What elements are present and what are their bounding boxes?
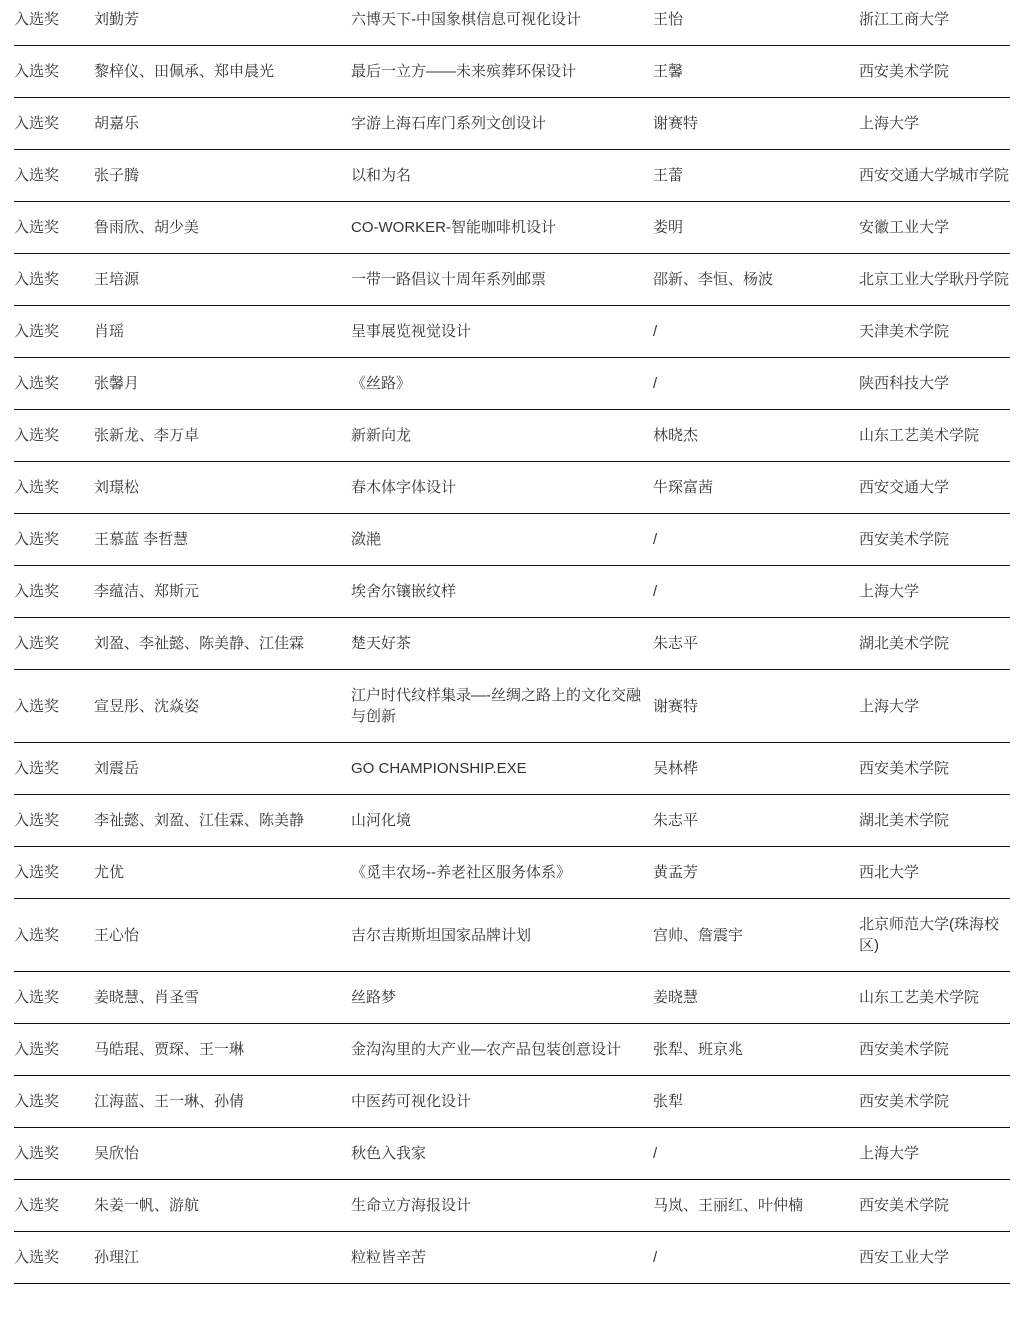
school-cell: 西安美术学院 — [859, 63, 950, 80]
table-row — [14, 462, 1010, 514]
advisor-cell: / — [653, 1249, 658, 1266]
table-row — [14, 46, 1010, 98]
advisor-cell: 姜晓慧 — [653, 989, 699, 1006]
work-title-cell: 六博天下-中国象棋信息可视化设计 — [351, 11, 581, 28]
authors-cell: 江海蓝、王一琳、孙倩 — [94, 1093, 245, 1110]
advisor-cell: 宫帅、詹震宇 — [653, 926, 744, 944]
school-cell: 天津美术学院 — [859, 323, 950, 340]
work-title-cell: 金沟沟里的大产业—农产品包装创意设计 — [351, 1041, 622, 1058]
authors-cell: 张子腾 — [94, 167, 140, 184]
award-cell: 入选奖 — [14, 323, 60, 340]
school-cell: 陕西科技大学 — [859, 375, 950, 392]
authors-cell: 孙理江 — [94, 1249, 140, 1266]
advisor-cell: 牛琛富茜 — [653, 479, 714, 496]
authors-cell: 王慕蓝 李哲慧 — [94, 531, 189, 548]
school-cell: 西安交通大学城市学院 — [859, 167, 1010, 184]
work-title-cell: 生命立方海报设计 — [351, 1197, 472, 1214]
school-cell: 西安美术学院 — [859, 531, 950, 548]
work-title-cell: 《觅丰农场--养老社区服务体系》 — [351, 864, 571, 881]
advisor-cell: / — [653, 583, 658, 600]
award-cell: 入选奖 — [14, 167, 60, 184]
table-row — [14, 1128, 1010, 1180]
work-title-cell: 秋色入我家 — [351, 1145, 427, 1162]
table-row — [14, 0, 1010, 46]
table-row — [14, 566, 1010, 618]
work-title-cell: 一带一路倡议十周年系列邮票 — [351, 271, 547, 288]
advisor-cell: 林晓杰 — [653, 427, 699, 444]
work-title-cell: 最后一立方——未来殡葬环保设计 — [351, 63, 577, 80]
award-cell: 入选奖 — [14, 812, 60, 829]
school-cell: 北京工业大学耿丹学院 — [859, 271, 1010, 288]
award-cell: 入选奖 — [14, 1041, 60, 1058]
award-cell: 入选奖 — [14, 1145, 60, 1162]
school-cell: 上海大学 — [859, 583, 920, 600]
school-cell: 安徽工业大学 — [859, 219, 950, 236]
advisor-cell: 王馨 — [653, 63, 684, 80]
work-title-cell: 新新向龙 — [351, 427, 412, 444]
award-cell: 入选奖 — [14, 864, 60, 881]
work-title-cell: 以和为名 — [351, 167, 412, 184]
authors-cell: 马皓琨、贾琛、王一琳 — [94, 1041, 245, 1058]
award-cell: 入选奖 — [14, 427, 60, 444]
authors-cell: 刘璟松 — [94, 479, 140, 496]
advisor-cell: 朱志平 — [653, 812, 699, 829]
school-cell: 西北大学 — [859, 864, 920, 881]
work-title-cell: 山河化境 — [351, 812, 412, 829]
school-cell: 西安美术学院 — [859, 1041, 950, 1058]
work-title-cell: 江户时代纹样集录—-丝绸之路上的文化交融与创新 — [351, 687, 641, 725]
work-title-cell: 呈事展览视觉设计 — [351, 323, 472, 340]
award-cell: 入选奖 — [14, 926, 60, 944]
authors-cell: 王培源 — [94, 271, 140, 288]
advisor-cell: 张犁 — [653, 1093, 684, 1110]
authors-cell: 黎梓仪、田佩承、郑申晨光 — [94, 63, 275, 80]
authors-cell: 刘盈、李祉懿、陈美静、江佳霖 — [94, 635, 305, 652]
advisor-cell: / — [653, 531, 658, 548]
work-title-cell: 楚天好茶 — [351, 635, 412, 652]
advisor-cell: 王怡 — [653, 11, 684, 28]
work-title-cell: 吉尔吉斯斯坦国家品牌计划 — [351, 926, 532, 944]
school-cell: 西安交通大学 — [859, 479, 950, 496]
table-row — [14, 670, 1010, 743]
work-title-cell: 《丝路》 — [351, 375, 412, 392]
work-title-cell: 中医药可视化设计 — [351, 1093, 472, 1110]
award-cell: 入选奖 — [14, 115, 60, 132]
award-cell: 入选奖 — [14, 1197, 60, 1214]
work-title-cell: 丝路梦 — [351, 989, 397, 1006]
school-cell: 西安工业大学 — [859, 1249, 950, 1266]
advisor-cell: / — [653, 323, 658, 340]
table-row — [14, 306, 1010, 358]
authors-cell: 刘震岳 — [94, 760, 140, 777]
table-row — [14, 795, 1010, 847]
award-cell: 入选奖 — [14, 989, 60, 1006]
school-cell: 湖北美术学院 — [859, 635, 950, 652]
school-cell: 上海大学 — [859, 697, 920, 715]
award-cell: 入选奖 — [14, 583, 60, 600]
award-cell: 入选奖 — [14, 1249, 60, 1266]
school-cell: 西安美术学院 — [859, 1197, 950, 1214]
table-row — [14, 150, 1010, 202]
authors-cell: 鲁雨欣、胡少美 — [94, 219, 200, 236]
authors-cell: 胡嘉乐 — [94, 115, 140, 132]
award-cell: 入选奖 — [14, 697, 60, 715]
school-cell: 浙江工商大学 — [859, 11, 950, 28]
award-cell: 入选奖 — [14, 11, 60, 28]
advisor-cell: 王蕾 — [653, 167, 684, 184]
table-row — [14, 1024, 1010, 1076]
table-row — [14, 1232, 1010, 1284]
advisor-cell: / — [653, 375, 658, 392]
school-cell: 西安美术学院 — [859, 1093, 950, 1110]
advisor-cell: 邵新、李恒、杨波 — [653, 271, 774, 288]
table-row — [14, 254, 1010, 306]
school-cell: 湖北美术学院 — [859, 812, 950, 829]
work-title-cell: GO CHAMPIONSHIP.EXE — [351, 760, 527, 777]
work-title-cell: 春木体字体设计 — [351, 479, 457, 496]
advisor-cell: 黄孟芳 — [653, 864, 699, 881]
table-row — [14, 514, 1010, 566]
table-row — [14, 98, 1010, 150]
table-row — [14, 899, 1010, 972]
award-cell: 入选奖 — [14, 219, 60, 236]
award-cell: 入选奖 — [14, 635, 60, 652]
authors-cell: 宣昱彤、沈焱姿 — [94, 697, 200, 715]
table-row — [14, 358, 1010, 410]
authors-cell: 王心怡 — [94, 926, 140, 944]
school-cell: 上海大学 — [859, 115, 920, 132]
award-cell: 入选奖 — [14, 1093, 60, 1110]
table-row — [14, 1076, 1010, 1128]
table-row — [14, 618, 1010, 670]
authors-cell: 李祉懿、刘盈、江佳霖、陈美静 — [94, 812, 305, 829]
work-title-cell: 粒粒皆辛苦 — [351, 1249, 427, 1266]
table-row — [14, 410, 1010, 462]
advisor-cell: 吴林桦 — [653, 760, 699, 777]
work-title-cell: 潋滟 — [351, 531, 382, 548]
table-row — [14, 1180, 1010, 1232]
authors-cell: 姜晓慧、肖圣雪 — [94, 989, 200, 1006]
advisor-cell: 朱志平 — [653, 635, 699, 652]
award-cell: 入选奖 — [14, 63, 60, 80]
authors-cell: 李蕴洁、郑斯元 — [94, 583, 200, 600]
work-title-cell: 字游上海石库门系列文创设计 — [351, 115, 547, 132]
advisor-cell: / — [653, 1145, 658, 1162]
authors-cell: 张馨月 — [94, 375, 140, 392]
table-row — [14, 202, 1010, 254]
school-cell: 山东工艺美术学院 — [859, 989, 980, 1006]
authors-cell: 张新龙、李万卓 — [94, 427, 200, 444]
award-cell: 入选奖 — [14, 531, 60, 548]
table-row — [14, 847, 1010, 899]
work-title-cell: CO-WORKER-智能咖啡机设计 — [351, 219, 556, 236]
advisor-cell: 娄明 — [653, 219, 684, 236]
school-cell: 上海大学 — [859, 1145, 920, 1162]
authors-cell: 朱姜一帆、游航 — [94, 1197, 200, 1214]
authors-cell: 吴欣怡 — [94, 1145, 140, 1162]
award-cell: 入选奖 — [14, 271, 60, 288]
table-row — [14, 972, 1010, 1024]
advisor-cell: 谢赛特 — [653, 697, 699, 715]
table-row — [14, 743, 1010, 795]
award-cell: 入选奖 — [14, 760, 60, 777]
authors-cell: 肖瑶 — [94, 323, 125, 340]
work-title-cell: 埃舍尔镶嵌纹样 — [351, 583, 457, 600]
award-table-body — [14, 0, 1010, 1284]
authors-cell: 尤优 — [94, 864, 125, 881]
school-cell: 西安美术学院 — [859, 760, 950, 777]
school-cell: 山东工艺美术学院 — [859, 427, 980, 444]
school-cell: 北京师范大学(珠海校区) — [859, 916, 999, 954]
advisor-cell: 马岚、王丽红、叶仲楠 — [653, 1197, 804, 1214]
advisor-cell: 谢赛特 — [653, 115, 699, 132]
award-cell: 入选奖 — [14, 375, 60, 392]
award-results-table — [14, 0, 1010, 1284]
authors-cell: 刘勤芳 — [94, 11, 140, 28]
advisor-cell: 张犁、班京兆 — [653, 1041, 744, 1058]
award-cell: 入选奖 — [14, 479, 60, 496]
